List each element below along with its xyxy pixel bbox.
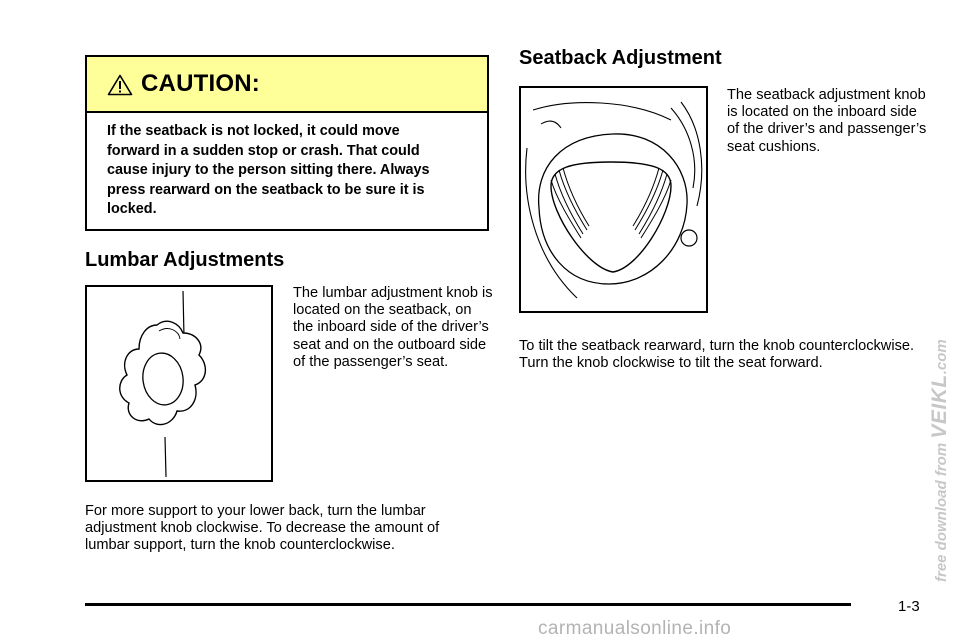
page-number: 1-3: [898, 598, 920, 615]
watermark-logo: VEIKL: [928, 374, 951, 439]
caution-title: CAUTION:: [141, 70, 260, 97]
caution-box: [85, 55, 489, 231]
lumbar-knob-illustration: [85, 285, 273, 482]
warning-triangle-icon: [107, 74, 133, 96]
vertical-watermark: [928, 332, 952, 582]
seatback-knob-illustration: [519, 86, 708, 313]
seatback-knob-icon: [521, 88, 706, 311]
footer-site-watermark: carmanualsonline.info: [538, 618, 732, 639]
watermark-suffix: .com: [933, 339, 950, 375]
lumbar-side-text: The lumbar adjustment knob is located on the seatback, on the inboard side of the driver’s seat and on the outboard side of the passenger’s seat.: [293, 285, 493, 370]
lumbar-main-text: For more support to your lower back, turn the lumbar adjustment knob clockwise. To decrease the amount of lumbar support, turn the knob counterclockwise.: [85, 503, 440, 554]
footer-rule: [85, 603, 851, 606]
caution-text: If the seatback is not locked, it could move forward in a sudden stop or crash. That could cause injury to the person sitting there. Always press rearward on the seatback to be sure it is locked.: [107, 123, 430, 217]
seatback-heading: Seatback Adjustment: [519, 47, 722, 69]
watermark-prefix: free download from: [933, 442, 950, 582]
lumbar-knob-icon: [87, 287, 271, 480]
lumbar-heading: Lumbar Adjustments: [85, 249, 285, 271]
seatback-side-text: The seatback adjustment knob is located on the inboard side of the driver’s and passenger’s seat cushions.: [727, 87, 927, 155]
seatback-main-text: To tilt the seatback rearward, turn the knob counterclockwise. Turn the knob clockwise to tilt the seat forward.: [519, 338, 915, 372]
caution-header: [87, 57, 487, 113]
